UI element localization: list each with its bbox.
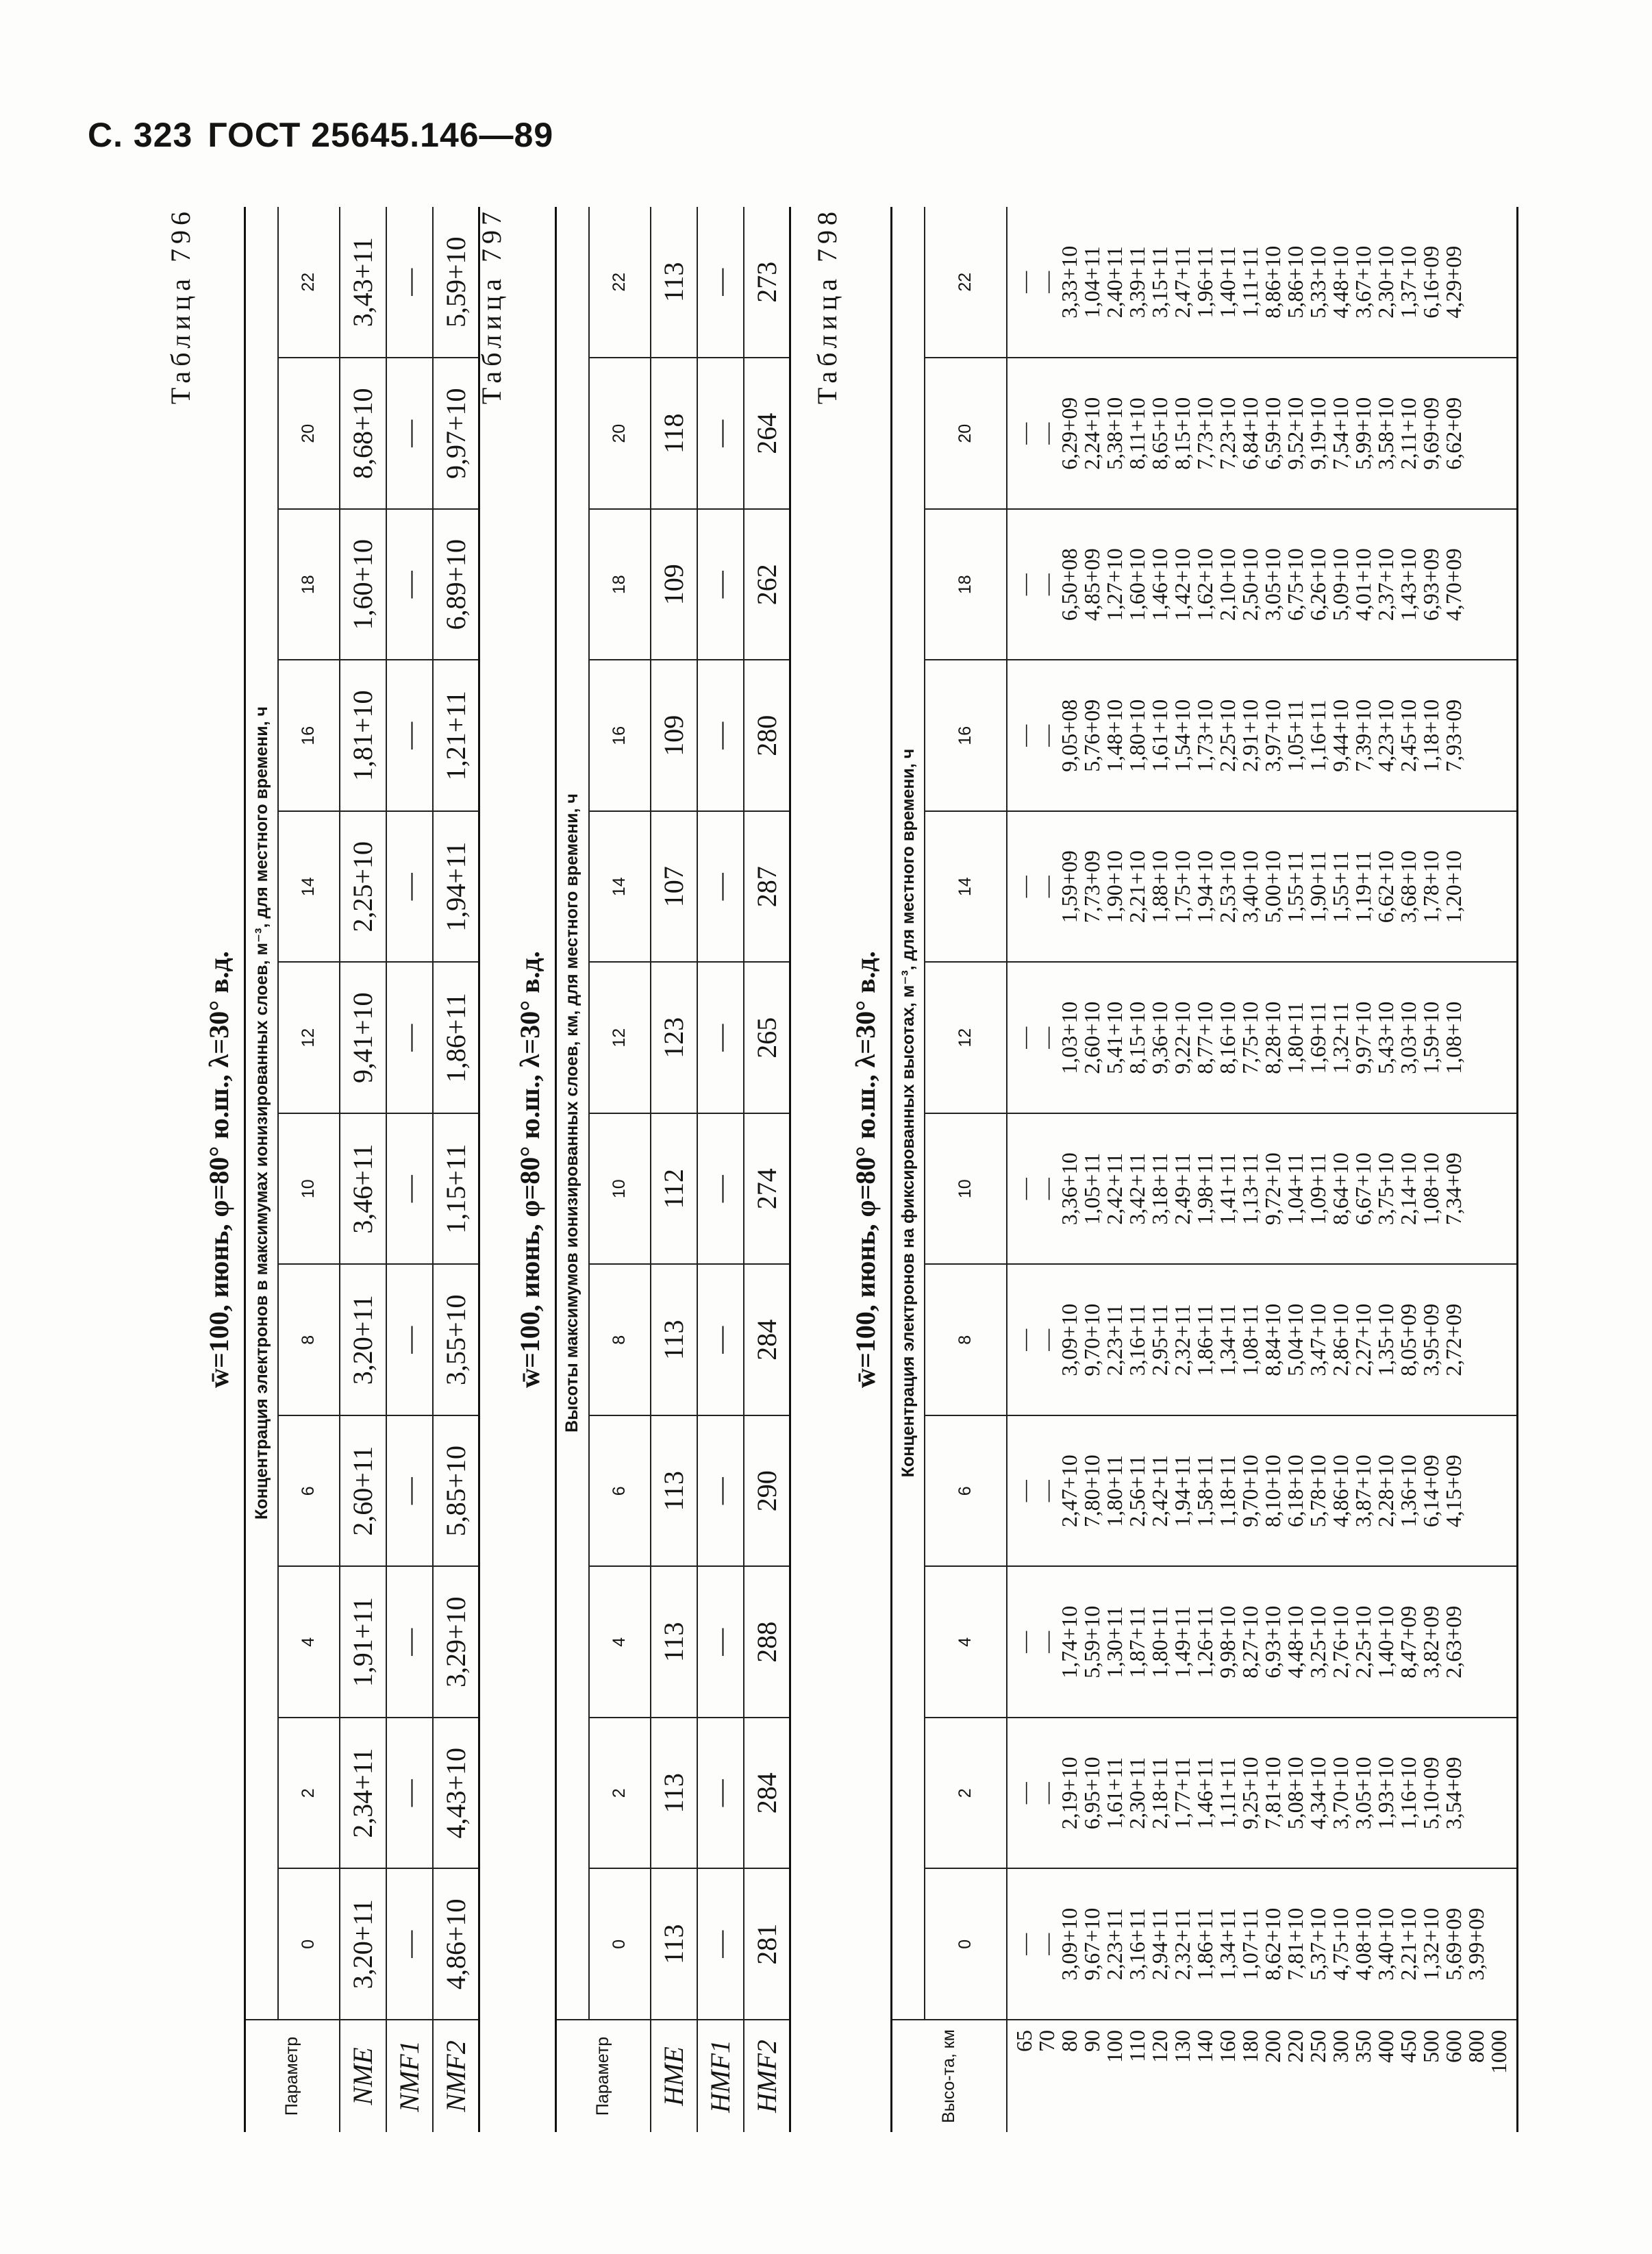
value-column	[1007, 1265, 1518, 1416]
row-label: NMF1	[386, 2020, 433, 2132]
hour-header: 2	[925, 1718, 1007, 1869]
value-cell: —	[697, 358, 744, 510]
hour-header: 22	[925, 207, 1007, 358]
value-column-text: — — 2,19+10 6,95+10 1,61+11 2,30+11 2,18+11 1,77+11 1,46+11 1,11+11 9,25+10 7,81+10 5,08+10 4,34+10 3,70+10 3,05+10 1,93+10 1,16+10 5,10+09 3,54+09	[1011, 1757, 1466, 1830]
value-cell: —	[697, 207, 744, 358]
page-header	[88, 115, 568, 155]
value-cell: 113	[651, 1567, 697, 1718]
altitude-header: Высо-та, км	[892, 2020, 1007, 2132]
value-cell: 287	[744, 811, 790, 963]
value-cell: 118	[651, 358, 697, 510]
hour-header: 20	[925, 358, 1007, 510]
altitude-values: 65 70 80 90 100 110 120 130 140 160 180 200 220 250 300 350 400 450 500 600 800 1000	[1011, 2030, 1511, 2074]
hour-header: 2	[589, 1718, 651, 1869]
value-column	[1007, 1113, 1518, 1265]
value-column-text: — — 2,47+10 7,80+10 1,80+11 2,56+11 2,42+11 1,94+11 1,58+11 1,18+11 9,70+10 8,10+10 6,18+10 5,78+10 4,86+10 3,87+10 2,28+10 1,36+10 6,14+09 4,15+09	[1011, 1454, 1466, 1528]
value-column-text: — — 3,36+10 1,05+11 2,42+11 3,42+11 3,18+11 2,49+11 1,98+11 1,41+11 1,13+11 9,72+10 1,04+11 1,09+11 8,64+10 6,67+10 3,75+10 2,14+10 1,08+10 7,34+09	[1011, 1152, 1466, 1226]
value-cell: 112	[651, 1113, 697, 1265]
value-cell: 2,60+11	[340, 1415, 386, 1567]
hour-header: 10	[589, 1113, 651, 1265]
hour-header: 22	[278, 207, 340, 358]
value-cell: 109	[651, 509, 697, 660]
hour-header: 20	[589, 358, 651, 510]
value-column	[1007, 660, 1518, 812]
table-796-caption: Концентрация электронов в максимумах ионизированных слоев, м⁻³, для местного времени, ч	[245, 207, 278, 2020]
value-cell: —	[697, 1869, 744, 2020]
hour-header: 0	[589, 1869, 651, 2020]
value-cell: —	[386, 1113, 433, 1265]
value-column	[1007, 811, 1518, 963]
row-label: HMF1	[697, 2020, 744, 2132]
table-797-label: Таблица 797	[476, 207, 507, 405]
value-cell: 8,68+10	[340, 358, 386, 510]
value-cell: —	[386, 358, 433, 510]
value-cell: —	[697, 660, 744, 812]
param-header: Параметр	[556, 2020, 651, 2132]
value-column	[1007, 1869, 1518, 2020]
value-column-text: — — 6,29+09 2,24+10 5,38+10 8,11+10 8,65+10 8,15+10 7,73+10 7,23+10 6,84+10 6,59+10 9,52+10 9,19+10 7,54+10 5,99+10 3,58+10 2,11+10 9,69+09 6,62+09	[1011, 397, 1466, 470]
value-cell: 262	[744, 509, 790, 660]
value-cell: 264	[744, 358, 790, 510]
hour-header: 8	[278, 1265, 340, 1416]
hour-header: 22	[589, 207, 651, 358]
value-cell: 273	[744, 207, 790, 358]
value-column-text: — — 3,09+10 9,67+10 2,23+11 3,16+11 2,94+11 2,32+11 1,86+11 1,34+11 1,07+11 8,62+10 7,81+10 5,37+10 4,75+10 4,08+10 3,40+10 2,21+10 1,32+10 5,69+09 3,99+09	[1011, 1907, 1488, 1981]
value-cell: 9,41+10	[340, 963, 386, 1114]
value-cell: 2,25+10	[340, 811, 386, 963]
value-cell: 1,91+11	[340, 1567, 386, 1718]
table-row	[744, 207, 790, 2132]
value-cell: —	[386, 1415, 433, 1567]
value-column-text: — — 1,74+10 5,59+10 1,30+11 1,87+11 1,80+11 1,49+11 1,26+11 9,98+10 8,27+10 6,93+10 4,48+10 3,25+10 2,76+10 2,25+10 1,40+10 8,47+09 3,82+09 2,63+09	[1011, 1605, 1466, 1679]
hour-header: 18	[278, 509, 340, 660]
value-cell: —	[386, 1265, 433, 1416]
hour-header: 4	[925, 1567, 1007, 1718]
value-cell: 113	[651, 1869, 697, 2020]
hour-header: 12	[278, 963, 340, 1114]
value-column	[1007, 1415, 1518, 1567]
table-796-label: Таблица 796	[165, 207, 196, 405]
row-label: HMF2	[744, 2020, 790, 2132]
hour-header: 6	[278, 1415, 340, 1567]
value-cell: 290	[744, 1415, 790, 1567]
rotated-content	[160, 207, 1585, 2132]
hour-header: 6	[925, 1415, 1007, 1567]
value-column-text: — — 3,33+10 1,04+11 2,40+11 3,39+11 3,15+11 2,47+11 1,96+11 1,40+11 1,11+11 8,86+10 5,86+10 5,33+10 4,48+10 3,67+10 2,30+10 1,37+10 6,16+09 4,29+09	[1011, 245, 1466, 319]
value-column-text: — — 1,59+09 7,73+09 1,90+10 2,21+10 1,88+10 1,75+10 1,94+10 2,53+10 3,40+10 5,00+10 1,55+11 1,90+11 1,55+11 1,19+11 6,62+10 3,68+10 1,78+10 1,20+10	[1011, 850, 1466, 924]
value-cell: 281	[744, 1869, 790, 2020]
table-797-caption: Высоты максимумов ионизированных слоев, км, для местного времени, ч	[556, 207, 589, 2020]
value-cell: 1,60+10	[340, 509, 386, 660]
value-cell: 5,59+10	[433, 207, 479, 358]
value-cell: 274	[744, 1113, 790, 1265]
page-number: С. 323	[88, 116, 193, 154]
hour-header: 0	[278, 1869, 340, 2020]
value-cell: —	[697, 1265, 744, 1416]
table-796	[244, 207, 480, 2132]
value-column	[1007, 358, 1518, 510]
table-row	[651, 207, 697, 2132]
value-column-text: — — 6,50+08 4,85+09 1,27+10 1,60+10 1,46+10 1,42+10 1,62+10 2,10+10 2,50+10 3,05+10 6,75+10 6,26+10 5,09+10 4,01+10 2,37+10 1,43+10 6,93+09 4,70+09	[1011, 548, 1466, 621]
value-cell: 4,86+10	[433, 1869, 479, 2020]
value-cell: 3,29+10	[433, 1567, 479, 1718]
value-cell: 113	[651, 1265, 697, 1416]
value-cell: 9,97+10	[433, 358, 479, 510]
value-cell: 1,15+11	[433, 1113, 479, 1265]
value-column	[1007, 1567, 1518, 1718]
value-cell: 284	[744, 1718, 790, 1869]
hour-header: 8	[925, 1265, 1007, 1416]
hour-header: 16	[278, 660, 340, 812]
value-cell: 113	[651, 207, 697, 358]
value-cell: 265	[744, 963, 790, 1114]
value-column	[1007, 963, 1518, 1114]
value-cell: —	[697, 509, 744, 660]
altitude-column	[1007, 2020, 1518, 2132]
value-cell: 284	[744, 1265, 790, 1416]
hour-header: 16	[925, 660, 1007, 812]
value-cell: —	[386, 207, 433, 358]
table-798-caption: Концентрация электронов на фиксированных высотах, м⁻³, для местного времени, ч	[892, 207, 925, 2020]
row-label: HME	[651, 2020, 697, 2132]
hour-header: 12	[589, 963, 651, 1114]
value-cell: 6,89+10	[433, 509, 479, 660]
value-cell: 109	[651, 660, 697, 812]
value-cell: —	[697, 1718, 744, 1869]
value-cell: 1,21+11	[433, 660, 479, 812]
hour-header: 20	[278, 358, 340, 510]
value-cell: 3,20+11	[340, 1265, 386, 1416]
row-label: NME	[340, 2020, 386, 2132]
value-column-text: — — 1,03+10 2,60+10 5,41+10 8,15+10 9,36+10 9,22+10 8,77+10 8,16+10 7,75+10 8,28+10 1,80+11 1,69+11 1,32+11 9,97+10 5,43+10 3,03+10 1,59+10 1,08+10	[1011, 1001, 1466, 1074]
hour-header: 14	[589, 811, 651, 963]
value-cell: —	[697, 811, 744, 963]
document-code: ГОСТ 25645.146—89	[208, 116, 554, 154]
table-798-label: Таблица 798	[812, 207, 842, 405]
value-cell: —	[386, 963, 433, 1114]
hour-header: 16	[589, 660, 651, 812]
value-cell: 2,34+11	[340, 1718, 386, 1869]
table-row	[386, 207, 433, 2132]
value-cell: —	[697, 963, 744, 1114]
value-cell: —	[697, 1567, 744, 1718]
value-column	[1007, 1718, 1518, 1869]
table-row	[697, 207, 744, 2132]
table-row	[1007, 207, 1518, 2132]
value-cell: —	[386, 811, 433, 963]
hour-header: 4	[278, 1567, 340, 1718]
value-cell: —	[697, 1415, 744, 1567]
table-796-title: w̄=100, июнь, φ=80° ю.ш., λ=30° в.д.	[203, 951, 234, 1388]
value-cell: —	[386, 1567, 433, 1718]
value-cell: 288	[744, 1567, 790, 1718]
value-cell: 123	[651, 963, 697, 1114]
value-column	[1007, 509, 1518, 660]
hour-header: 2	[278, 1718, 340, 1869]
value-cell: —	[386, 509, 433, 660]
value-cell: —	[697, 1113, 744, 1265]
table-798	[890, 207, 1518, 2132]
hour-header: 10	[278, 1113, 340, 1265]
value-cell: 1,81+10	[340, 660, 386, 812]
hour-header: 10	[925, 1113, 1007, 1265]
value-cell: 3,20+11	[340, 1869, 386, 2020]
hour-header: 14	[925, 811, 1007, 963]
value-cell: 107	[651, 811, 697, 963]
value-cell: 1,94+11	[433, 811, 479, 963]
value-cell: —	[386, 1869, 433, 2020]
row-label: NMF2	[433, 2020, 479, 2132]
table-798-title: w̄=100, июнь, φ=80° ю.ш., λ=30° в.д.	[850, 951, 881, 1388]
table-row	[433, 207, 479, 2132]
hour-header: 14	[278, 811, 340, 963]
value-cell: 113	[651, 1718, 697, 1869]
hour-header: 8	[589, 1265, 651, 1416]
table-797-title: w̄=100, июнь, φ=80° ю.ш., λ=30° в.д.	[514, 951, 545, 1388]
value-cell: —	[386, 1718, 433, 1869]
param-header: Параметр	[245, 2020, 340, 2132]
value-cell: 4,43+10	[433, 1718, 479, 1869]
value-cell: 3,43+11	[340, 207, 386, 358]
table-797	[555, 207, 791, 2132]
value-cell: 3,55+10	[433, 1265, 479, 1416]
hour-header: 18	[589, 509, 651, 660]
value-cell: 280	[744, 660, 790, 812]
value-column-text: — — 3,09+10 9,70+10 2,23+11 3,16+11 2,95+11 2,32+11 1,86+11 1,34+11 1,08+11 8,84+10 5,04+10 3,47+10 2,86+10 2,27+10 1,35+10 8,05+09 3,95+09 2,72+09	[1011, 1303, 1466, 1376]
hour-header: 6	[589, 1415, 651, 1567]
hour-header: 4	[589, 1567, 651, 1718]
hour-header: 12	[925, 963, 1007, 1114]
value-cell: 3,46+11	[340, 1113, 386, 1265]
value-column-text: — — 9,05+08 5,76+09 1,48+10 1,80+10 1,61+10 1,54+10 1,73+10 2,25+10 2,91+10 3,97+10 1,05+11 1,16+11 9,44+10 7,39+10 4,23+10 2,45+10 1,18+10 7,93+09	[1011, 699, 1466, 772]
value-cell: 5,85+10	[433, 1415, 479, 1567]
value-column	[1007, 207, 1518, 358]
value-cell: 1,86+11	[433, 963, 479, 1114]
value-cell: —	[386, 660, 433, 812]
value-cell: 113	[651, 1415, 697, 1567]
table-row	[340, 207, 386, 2132]
hour-header: 18	[925, 509, 1007, 660]
hour-header: 0	[925, 1869, 1007, 2020]
